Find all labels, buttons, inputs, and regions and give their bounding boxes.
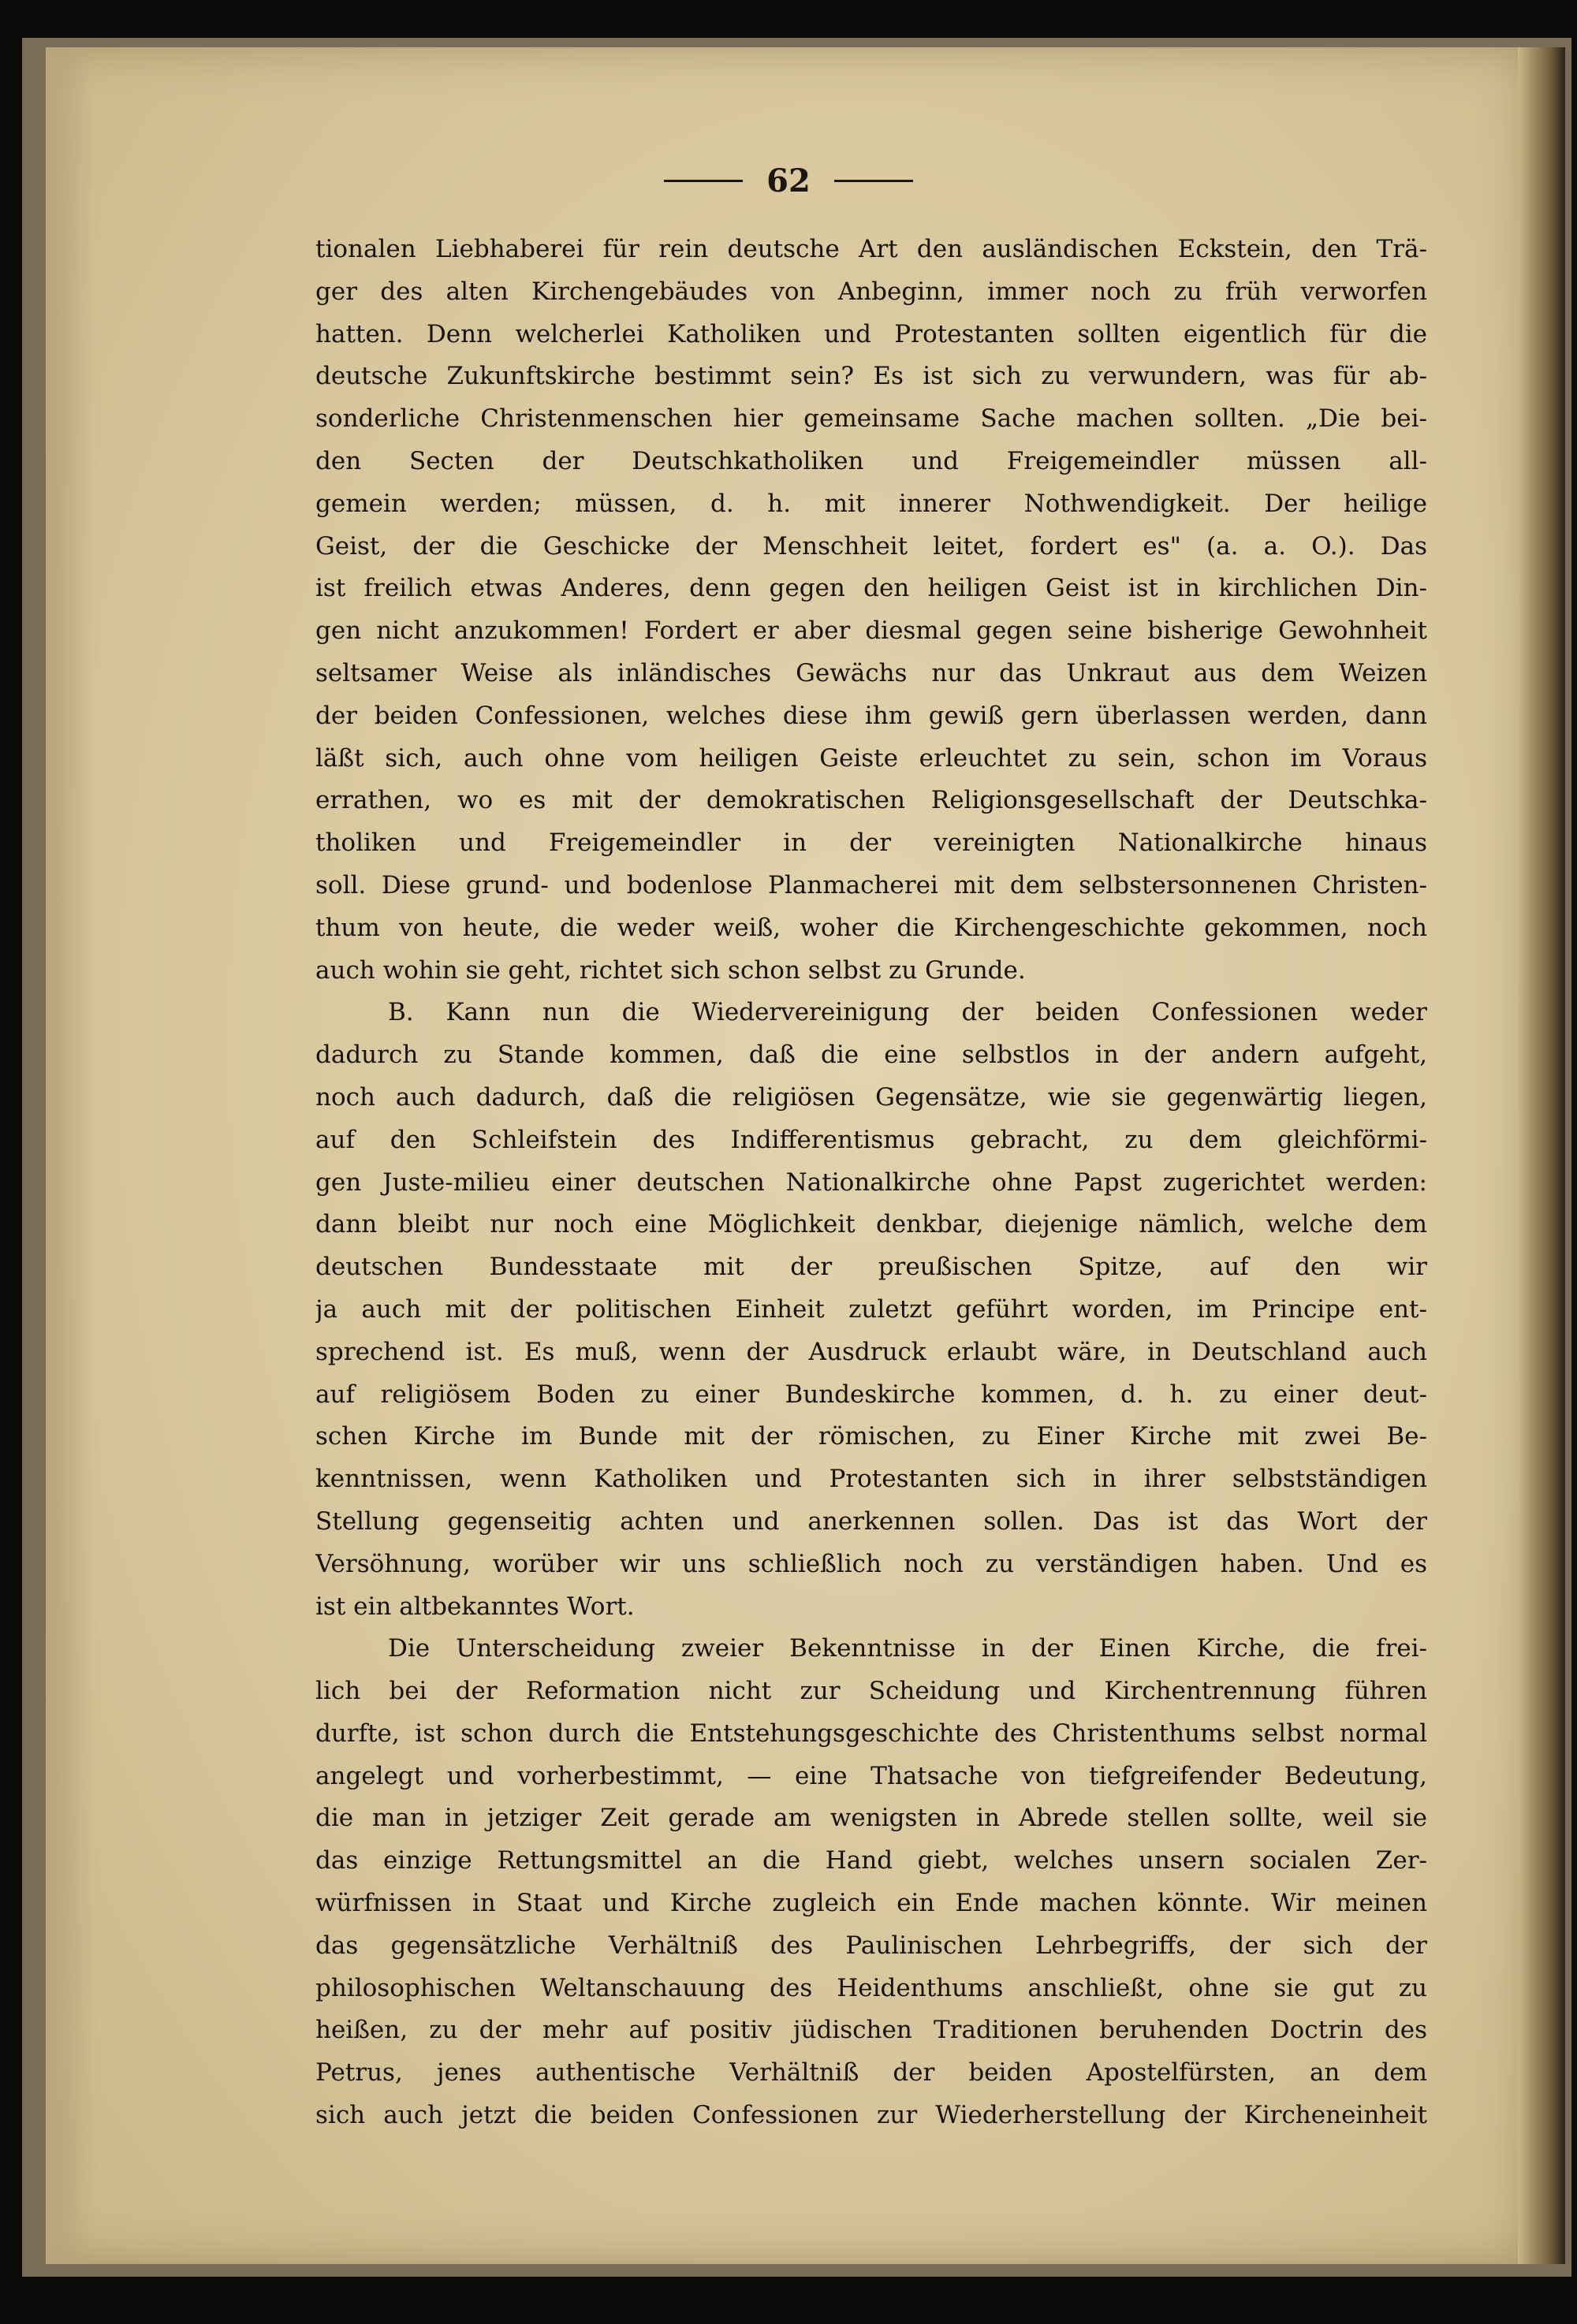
page-number: 62 bbox=[766, 162, 811, 199]
page-header bbox=[0, 162, 1577, 210]
text-line: Stellung gegenseitig achten und anerkennen sollen. Das ist das Wort der bbox=[315, 1507, 1427, 1536]
text-line: läßt sich, auch ohne vom heiligen Geiste erleuchtet zu sein, schon im Voraus bbox=[315, 743, 1427, 773]
text-line: Petrus, jenes authentische Verhältniß der beiden Apostelfürsten, an dem bbox=[315, 2058, 1427, 2088]
text-line: lich bei der Reformation nicht zur Scheidung und Kirchentrennung führen bbox=[315, 1677, 1427, 1706]
text-line: schen Kirche im Bunde mit der römischen, zu Einer Kirche mit zwei Be- bbox=[315, 1422, 1427, 1451]
text-line: ja auch mit der politischen Einheit zuletzt geführt worden, im Principe ent- bbox=[315, 1294, 1427, 1324]
text-line: thum von heute, die weder weiß, woher die Kirchengeschichte gekommen, noch bbox=[315, 913, 1427, 942]
text-line: kenntnissen, wenn Katholiken und Protestanten sich in ihrer selbstständigen bbox=[315, 1465, 1427, 1494]
paragraph-end-line: ist ein altbekanntes Wort. bbox=[315, 1592, 635, 1621]
paragraph-start-line: B. Kann nun die Wiedervereinigung der beiden Confessionen weder bbox=[388, 998, 1427, 1027]
text-line: ist freilich etwas Anderes, denn gegen den heiligen Geist ist in kirchlichen Din- bbox=[315, 574, 1427, 603]
text-line: das einzige Rettungsmittel an die Hand giebt, welches unsern socialen Zer- bbox=[315, 1846, 1427, 1875]
page-gutter-shadow bbox=[46, 47, 93, 2264]
text-line: Geist, der die Geschicke der Menschheit leitet, fordert es" (a. a. O.). Das bbox=[315, 531, 1427, 561]
text-line: tholiken und Freigemeindler in der vereinigten Nationalkirche hinaus bbox=[315, 829, 1427, 858]
text-line: Versöhnung, worüber wir uns schließlich noch zu verständigen haben. Und es bbox=[315, 1549, 1427, 1578]
body-text bbox=[315, 229, 1427, 2137]
page-right-edge bbox=[1518, 47, 1565, 2264]
paragraph-end-line: auch wohin sie geht, richtet sich schon selbst zu Grunde. bbox=[315, 955, 1026, 985]
text-line: dann bleibt nur noch eine Möglichkeit denkbar, diejenige nämlich, welche dem bbox=[315, 1210, 1427, 1239]
text-line: angelegt und vorherbestimmt, — eine Thatsache von tiefgreifender Bedeutung, bbox=[315, 1761, 1427, 1790]
text-line: gen Juste-milieu einer deutschen Nationalkirche ohne Papst zugerichtet werden: bbox=[315, 1168, 1427, 1197]
text-line: das gegensätzliche Verhältniß des Paulinischen Lehrbegriffs, der sich der bbox=[315, 1931, 1427, 1960]
text-line: auf religiösem Boden zu einer Bundeskirche kommen, d. h. zu einer deut- bbox=[315, 1380, 1427, 1409]
text-line: ger des alten Kirchengebäudes von Anbeginn, immer noch zu früh verworfen bbox=[315, 277, 1427, 306]
text-line: die man in jetziger Zeit gerade am wenigsten in Abrede stellen sollte, weil sie bbox=[315, 1804, 1427, 1833]
text-line: noch auch dadurch, daß die religiösen Gegensätze, wie sie gegenwärtig liegen, bbox=[315, 1082, 1427, 1112]
text-line: soll. Diese grund- und bodenlose Planmacherei mit dem selbstersonnenen Christen- bbox=[315, 870, 1427, 899]
text-line: dadurch zu Stande kommen, daß die eine selbstlos in der andern aufgeht, bbox=[315, 1041, 1427, 1070]
text-line: würfnissen in Staat und Kirche zugleich ein Ende machen könnte. Wir meinen bbox=[315, 1889, 1427, 1918]
text-line: auf den Schleifstein des Indifferentismus gebracht, zu dem gleichförmi- bbox=[315, 1125, 1427, 1154]
text-line: sich auch jetzt die beiden Confessionen zur Wiederherstellung der Kircheneinheit bbox=[315, 2101, 1427, 2130]
text-line: gemein werden; müssen, d. h. mit innerer Nothwendigkeit. Der heilige bbox=[315, 489, 1427, 518]
text-line: sprechend ist. Es muß, wenn der Ausdruck erlaubt wäre, in Deutschland auch bbox=[315, 1337, 1427, 1366]
text-line: deutsche Zukunftskirche bestimmt sein? Es ist sich zu verwundern, was für ab- bbox=[315, 362, 1427, 391]
header-rule-left bbox=[664, 180, 743, 182]
text-line: philosophischen Weltanschauung des Heidenthums anschließt, ohne sie gut zu bbox=[315, 1973, 1427, 2002]
text-line: errathen, wo es mit der demokratischen Religionsgesellschaft der Deutschka- bbox=[315, 786, 1427, 815]
text-line: durfte, ist schon durch die Entstehungsgeschichte des Christenthums selbst normal bbox=[315, 1719, 1427, 1748]
text-line: seltsamer Weise als inländisches Gewächs nur das Unkraut aus dem Weizen bbox=[315, 658, 1427, 687]
text-line: hatten. Denn welcherlei Katholiken und Protestanten sollten eigentlich für die bbox=[315, 319, 1427, 348]
text-line: heißen, zu der mehr auf positiv jüdischen Traditionen beruhenden Doctrin des bbox=[315, 2016, 1427, 2045]
text-line: den Secten der Deutschkatholiken und Freigemeindler müssen all- bbox=[315, 446, 1427, 475]
paragraph-start-line: Die Unterscheidung zweier Bekenntnisse in der Einen Kirche, die frei- bbox=[388, 1634, 1427, 1663]
text-line: gen nicht anzukommen! Fordert er aber diesmal gegen seine bisherige Gewohnheit bbox=[315, 616, 1427, 646]
text-line: deutschen Bundesstaate mit der preußischen Spitze, auf den wir bbox=[315, 1253, 1427, 1282]
text-line: sonderliche Christenmenschen hier gemeinsame Sache machen sollten. „Die bei- bbox=[315, 404, 1427, 434]
header-rule-right bbox=[834, 180, 913, 182]
text-line: der beiden Confessionen, welches diese ihm gewiß gern überlassen werden, dann bbox=[315, 701, 1427, 730]
text-line: tionalen Liebhaberei für rein deutsche Art den ausländischen Eckstein, den Trä- bbox=[315, 235, 1427, 263]
